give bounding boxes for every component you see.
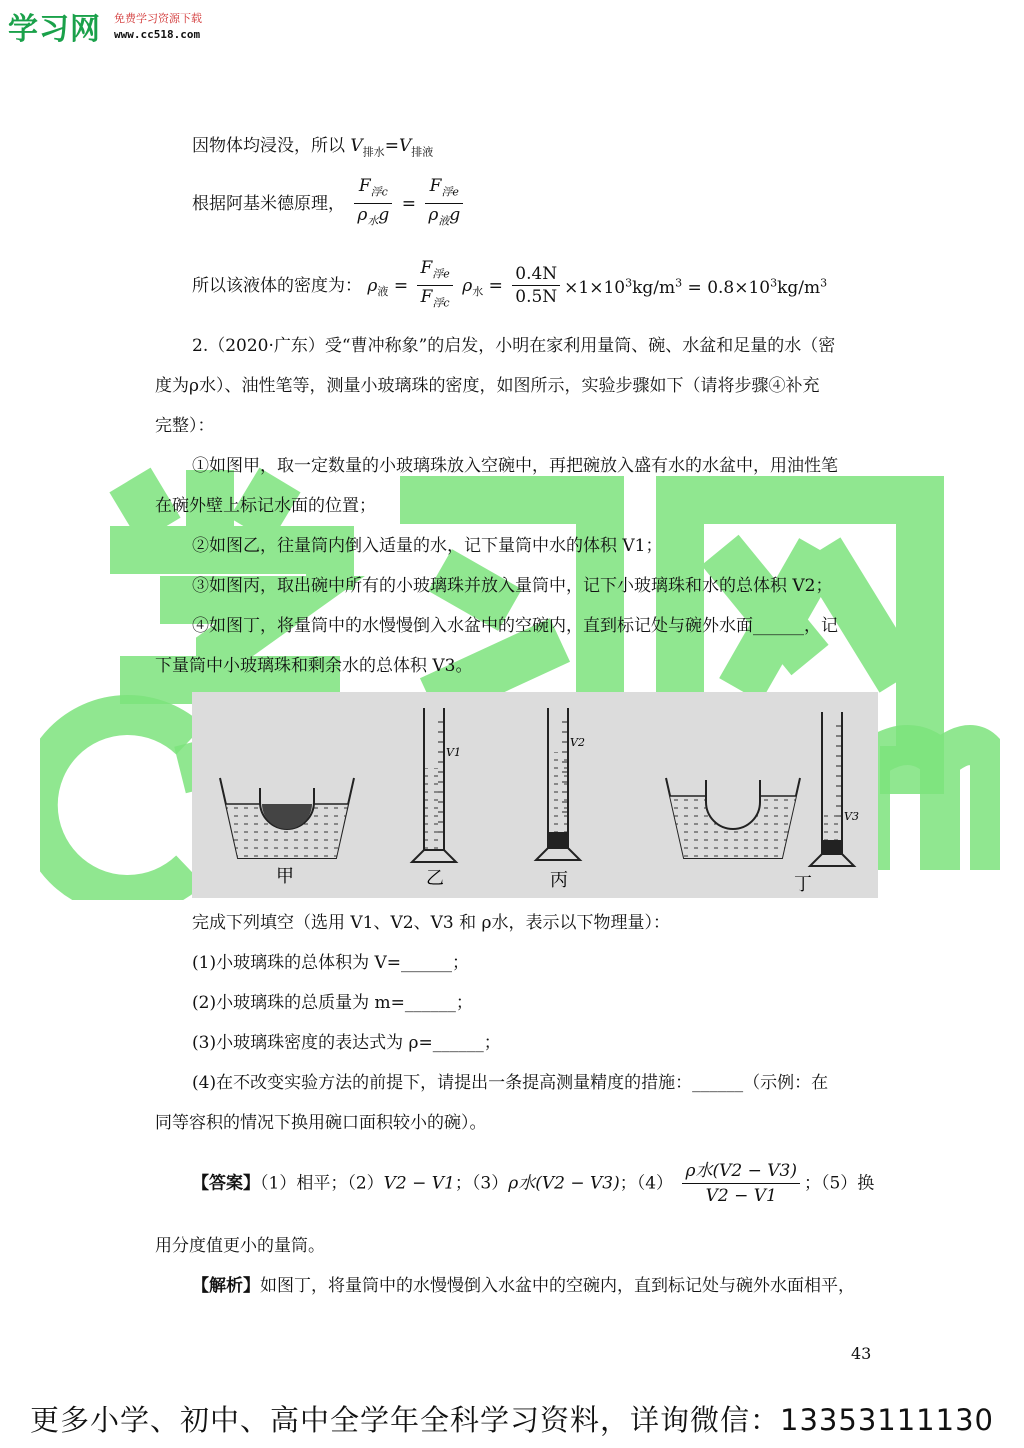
fraction-force-ratio: [417, 258, 452, 314]
line2-text: 根据阿基米德原理，: [192, 193, 345, 214]
line1-eq: =: [384, 136, 399, 156]
frac-left-g: g: [378, 205, 390, 226]
cylinder-bing: [536, 708, 580, 860]
line3-rho2: ρ: [462, 275, 473, 296]
line3-exp2: 3: [675, 276, 683, 290]
basin-ding: [666, 778, 800, 858]
answer-line: [192, 1160, 874, 1207]
experiment-figure: [192, 692, 878, 898]
frac-left-rhosub: 水: [367, 214, 379, 228]
line-archimedes: 根据阿基米德原理， $\frac{F_{浮c}}{\rho_水g}$ = $\frac{F_{浮e}}{\rho_液g}$: [192, 176, 467, 232]
step4-line1: ④如图丁，将量筒中的水慢慢倒入水盆中的空碗内，直到标记处与碗外水面______，记: [192, 616, 838, 636]
analysis-line: [192, 1274, 855, 1298]
line3-exp1: 3: [625, 276, 633, 290]
fraction-numbers: [512, 264, 560, 307]
line3-text: 所以该液体的密度为：: [192, 275, 362, 296]
line1-sub-liquid: 排液: [411, 145, 434, 159]
line-liquid-density: 所以该液体的密度为： $\rho_液$ = $\frac{F_{浮e}}{F_{浮c}}$ $\rho_水$ = $\frac{0.4N}{0.5N}$ $\times 1\times 10^3kg/m^3 = 0.8\times 10^3kg/m^3$: [192, 258, 827, 314]
line3-unit2: kg/m: [777, 278, 821, 299]
basin-jia: [220, 778, 354, 858]
analysis-tag: 【解析】: [192, 1276, 260, 1296]
fill-2: (2)小玻璃珠的总质量为 m=______；: [192, 993, 473, 1013]
experiment-diagram: [192, 692, 878, 898]
cylinder-ding: [810, 712, 854, 866]
line3-rho: ρ: [367, 275, 378, 296]
fill-4-line1: (4)在不改变实验方法的前提下，请提出一条提高测量精度的措施：______（示例：在: [192, 1073, 829, 1093]
frac-left-fsub: 浮c: [370, 185, 388, 199]
line1-text: 因物体均浸没，所以: [192, 136, 345, 156]
fill-intro: 完成下列填空（选用 V1、V2、V3 和 ρ水，表示以下物理量）：: [192, 913, 670, 933]
label-v1: V1: [446, 746, 461, 759]
frac3-fsub-top: 浮e: [432, 267, 450, 281]
answer-end: 用分度值更小的量筒。: [155, 1236, 325, 1256]
label-jia: 甲: [276, 866, 294, 887]
line3-rhosub2: 水: [472, 284, 484, 298]
answer-part2: ；（3）: [454, 1173, 509, 1194]
line3-rest1: ×1×10: [564, 278, 626, 299]
frac3-f-bottom: F: [420, 287, 433, 308]
label-v3: V3: [844, 810, 859, 823]
frac-left-rho: ρ: [357, 205, 368, 226]
frac-right-fsub: 浮e: [441, 185, 459, 199]
label-ding: 丁: [794, 874, 812, 895]
logo-url: www.cc518.com: [114, 28, 201, 41]
answer-fraction: [682, 1160, 800, 1207]
frac-left-f: F: [358, 176, 371, 196]
fraction-right: [425, 176, 463, 232]
line3-exp3: 3: [770, 276, 778, 290]
fill-1: (1)小玻璃珠的总体积为 V=______；: [192, 953, 470, 973]
step1-line2: 在碗外壁上标记水面的位置；: [155, 496, 376, 516]
answer-rho-expr: ρ水(V2 − V3): [508, 1173, 620, 1194]
frac-right-rho: ρ: [428, 205, 439, 226]
question-2: [155, 326, 870, 686]
frac-right-g: g: [449, 205, 461, 226]
step1-line1: ①如图甲，取一定数量的小玻璃珠放入空碗中，再把碗放入盛有水的水盆中，用油性笔: [192, 456, 838, 476]
answer-part4: ；（5）换: [803, 1173, 875, 1194]
line3-rhosub: 液: [377, 284, 389, 298]
answer-frac-den: V2 − V1: [705, 1186, 777, 1206]
frac-right-f: F: [429, 176, 442, 196]
logo-text: 学习网: [8, 12, 101, 47]
cylinder-yi: [412, 708, 456, 862]
line3-exp4: 3: [820, 276, 828, 290]
frac-num: 0.4N: [512, 264, 560, 286]
q2-line3: 完整）：: [155, 416, 215, 436]
answer-frac-num: ρ水(V2 − V3): [682, 1160, 800, 1184]
step4-line2: 下量筒中小玻璃珠和剩余水的总体积 V3。: [155, 656, 473, 676]
line-volume-equal: [192, 134, 433, 164]
frac3-f-top: F: [420, 258, 433, 278]
footer-advert: 更多小学、初中、高中全学年全科学习资料，详询微信：13353111130: [30, 1403, 994, 1437]
page-number: 43: [851, 1344, 872, 1363]
step3: ③如图丙，取出碗中所有的小玻璃珠并放入量筒中，记下小玻璃珠和水的总体积 V2；: [192, 576, 833, 596]
analysis-text: 如图丁，将量筒中的水慢慢倒入水盆中的空碗内，直到标记处与碗外水面相平，: [260, 1276, 855, 1296]
line3-unit1: kg/m: [632, 278, 676, 299]
answer-v2v1: V2 − V1: [383, 1173, 455, 1194]
frac-den: 0.5N: [515, 287, 558, 308]
answer-part1: （1）相平；（2）: [260, 1173, 384, 1194]
q2-line1: 2.（2020·广东）受“曹冲称象”的启发，小明在家利用量筒、碗、水盆和足量的水（密: [192, 336, 836, 356]
line1-v2: V: [398, 136, 412, 156]
fill-4-line2: 同等容积的情况下换用碗口面积较小的碗）。: [155, 1113, 487, 1133]
line1-v: V: [350, 136, 363, 156]
label-v2: V2: [570, 736, 585, 749]
fraction-left: [354, 176, 392, 232]
logo-tagline: 免费学习资源下载: [114, 12, 202, 25]
line3-rest2: = 0.8×10: [682, 278, 771, 299]
label-bing: 丙: [550, 870, 568, 891]
frac-right-rhosub: 液: [438, 214, 450, 228]
q2-line2: 度为ρ水）、油性笔等，测量小玻璃珠的密度，如图所示，实验步骤如下（请将步骤④补充: [155, 376, 820, 396]
frac3-fsub-bottom: 浮c: [432, 296, 450, 310]
fill-3: (3)小玻璃珠密度的表达式为 ρ=______；: [192, 1033, 501, 1053]
site-logo: [8, 4, 202, 48]
step2: ②如图乙，往量筒内倒入适量的水，记下量筒中水的体积 V1；: [192, 536, 663, 556]
answer-tag: 【答案】: [192, 1173, 260, 1194]
answer-part3: ；（4）: [619, 1173, 674, 1194]
line1-sub-water: 排水: [362, 145, 385, 159]
label-yi: 乙: [426, 868, 444, 889]
fill-questions: [155, 903, 870, 1143]
